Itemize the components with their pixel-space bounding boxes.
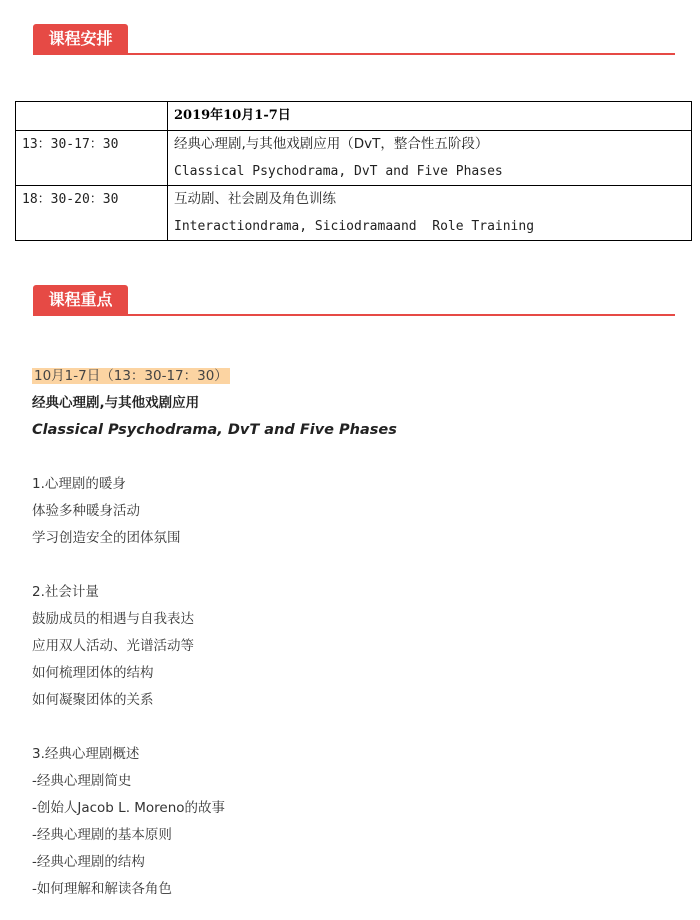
list-item: 如何凝聚团体的关系 (32, 692, 154, 708)
list-item: 学习创造安全的团体氛围 (32, 530, 181, 546)
list-item: -经典心理剧的基本原则 (32, 827, 172, 843)
table-row (16, 186, 692, 241)
list-item: -创始人Jacob L. Moreno的故事 (32, 800, 226, 816)
group-heading: 1.心理剧的暖身 (32, 476, 126, 492)
table-cell-course (168, 131, 692, 186)
section-title-schedule: 课程安排 (33, 24, 128, 53)
focus-content (32, 363, 672, 903)
list-item: -经典心理剧简史 (32, 773, 132, 789)
focus-title-en: Classical Psychodrama, DvT and Five Phases (32, 422, 397, 438)
list-item: 如何梳理团体的结构 (32, 665, 154, 681)
table-header-row (16, 102, 692, 131)
group-heading: 3.经典心理剧概述 (32, 746, 140, 762)
list-item: 鼓励成员的相遇与自我表达 (32, 611, 194, 627)
list-item: 应用双人活动、光谱活动等 (32, 638, 194, 654)
list-item: -经典心理剧的结构 (32, 854, 145, 870)
table-cell-time: 13：30-17：30 (16, 131, 168, 186)
table-row (16, 131, 692, 186)
course-name-cn: 互动剧、社会剧及角色训练 (174, 191, 336, 207)
date-highlight: 10月1-7日（13：30-17：30） (34, 368, 228, 384)
course-name-cn: 经典心理剧,与其他戏剧应用（DvT，整合性五阶段） (174, 136, 489, 152)
schedule-table (15, 101, 692, 241)
table-cell-time: 18：30-20：30 (16, 186, 168, 241)
list-item: 体验多种暖身活动 (32, 503, 140, 519)
table-header-date: 2019年10月1-7日 (168, 102, 692, 131)
section-header-focus (33, 285, 675, 317)
table-cell-empty (16, 102, 168, 131)
section-header-schedule (33, 24, 675, 56)
focus-title-cn: 经典心理剧,与其他戏剧应用 (32, 395, 200, 411)
table-cell-course (168, 186, 692, 241)
course-name-en: Classical Psychodrama, DvT and Five Phases (174, 164, 503, 179)
list-item: -如何理解和解读各角色 (32, 881, 172, 897)
section-divider (33, 53, 675, 55)
section-divider (33, 314, 675, 316)
course-name-en: Interactiondrama, Siciodramaand Role Training (174, 219, 535, 234)
section-title-focus: 课程重点 (33, 285, 128, 314)
group-heading: 2.社会计量 (32, 584, 99, 600)
